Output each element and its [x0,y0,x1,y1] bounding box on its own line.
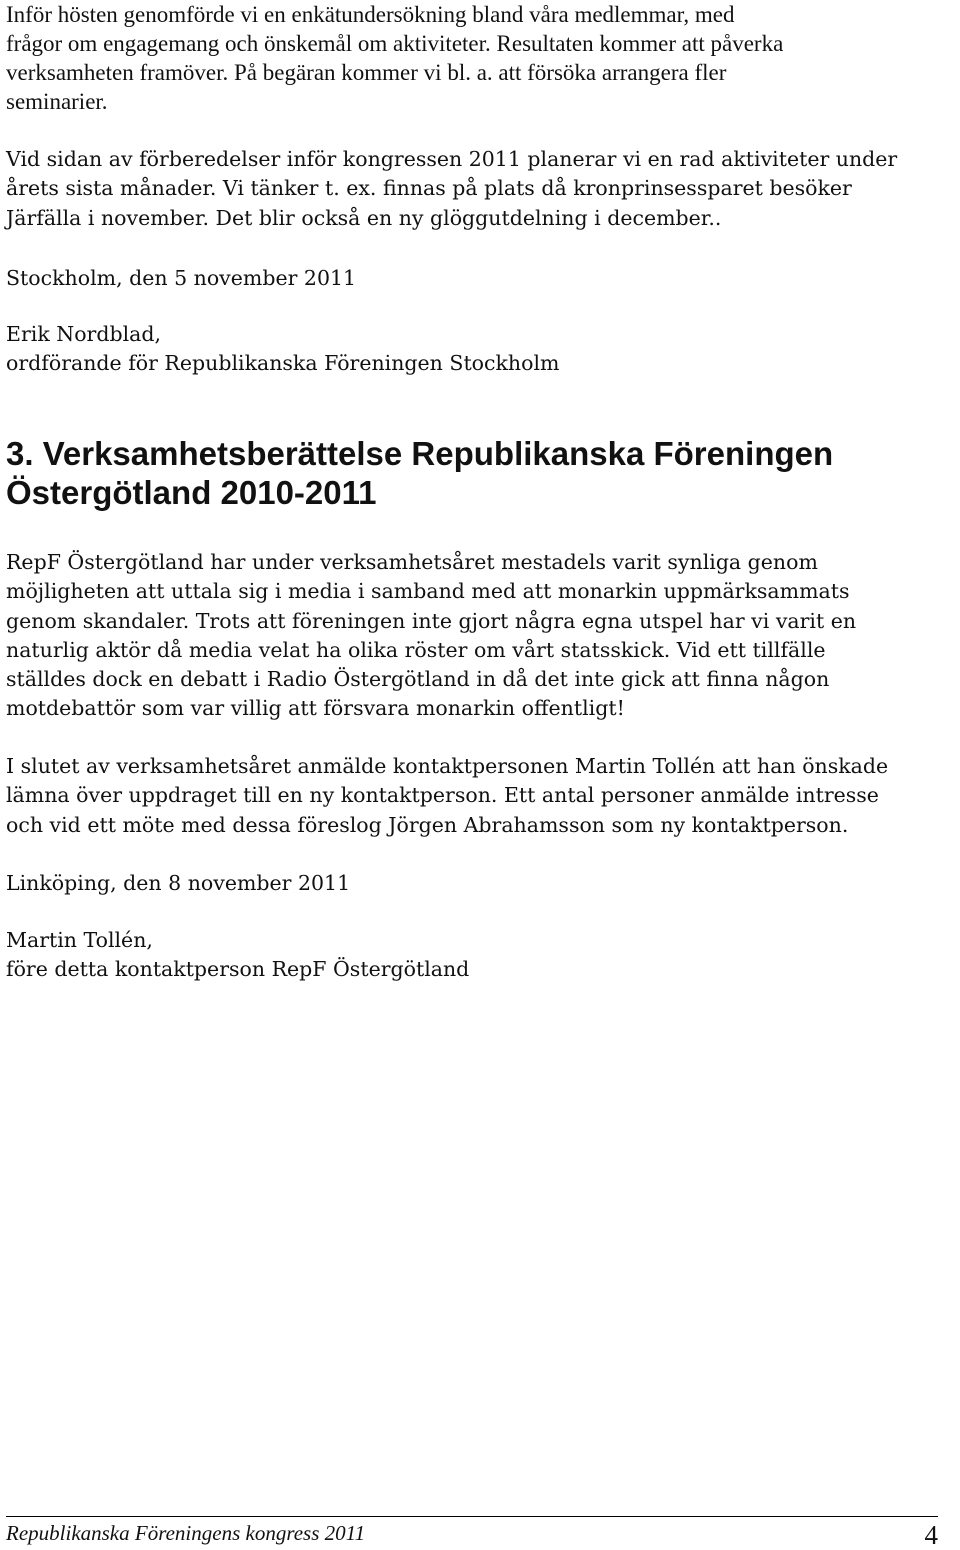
footer-divider [6,1516,938,1517]
linkoping-signature: Martin Tollén, före detta kontaktperson RepF Östergötland [6,928,470,982]
ostergotland-paragraph-2: I slutet av verksamhetsåret anmälde kontaktpersonen Martin Tollén att han önskade lämna över uppdraget till en ny kontaktperson. Ett antal personer anmälde intresse och vid ett möte med dessa föreslog Jörgen Abrahamsson som ny kontaktperson. [6,754,889,837]
footer-title: Republikanska Föreningens kongress 2011 [6,1521,366,1545]
stockholm-signature: Erik Nordblad, ordförande för Republikanska Föreningen Stockholm [6,322,560,376]
linkoping-date: Linköping, den 8 november 2011 [6,871,351,895]
activities-paragraph: Vid sidan av förberedelser inför kongressen 2011 planerar vi en rad aktiviteter under årets sista månader. Vi tänker t. ex. finnas på plats då kronprinsessparet besöker Järfälla i november. Det blir också en ny glöggutdelning i december.. [6,147,898,230]
section-heading: 3. Verksamhetsberättelse Republikanska Föreningen Östergötland 2010-2011 [6,435,834,511]
ostergotland-paragraph-1: RepF Östergötland har under verksamhetsåret mestadels varit synliga genom möjligheten att uttala sig i media i samband med att monarkin uppmärksammats genom skandaler. Trots att föreningen inte gjort några egna utspel har vi varit en naturlig aktör då media velat ha olika röster om vårt statsskick. Vid ett tillfälle ställdes dock en debatt i Radio Östergötland in då det inte gick att finna någon motdebattör som var villig att försvara monarkin offentligt! [6,550,857,721]
stockholm-date: Stockholm, den 5 november 2011 [6,266,357,290]
intro-paragraph: Inför hösten genomförde vi en enkätundersökning bland våra medlemmar, med frågor om engagemang och önskemål om aktiviteter. Resultaten kommer att påverka verksamheten framöver. På begäran kommer vi bl. a. att försöka arrangera fler seminarier. [6,2,784,114]
page-number: 4 [924,1520,938,1550]
